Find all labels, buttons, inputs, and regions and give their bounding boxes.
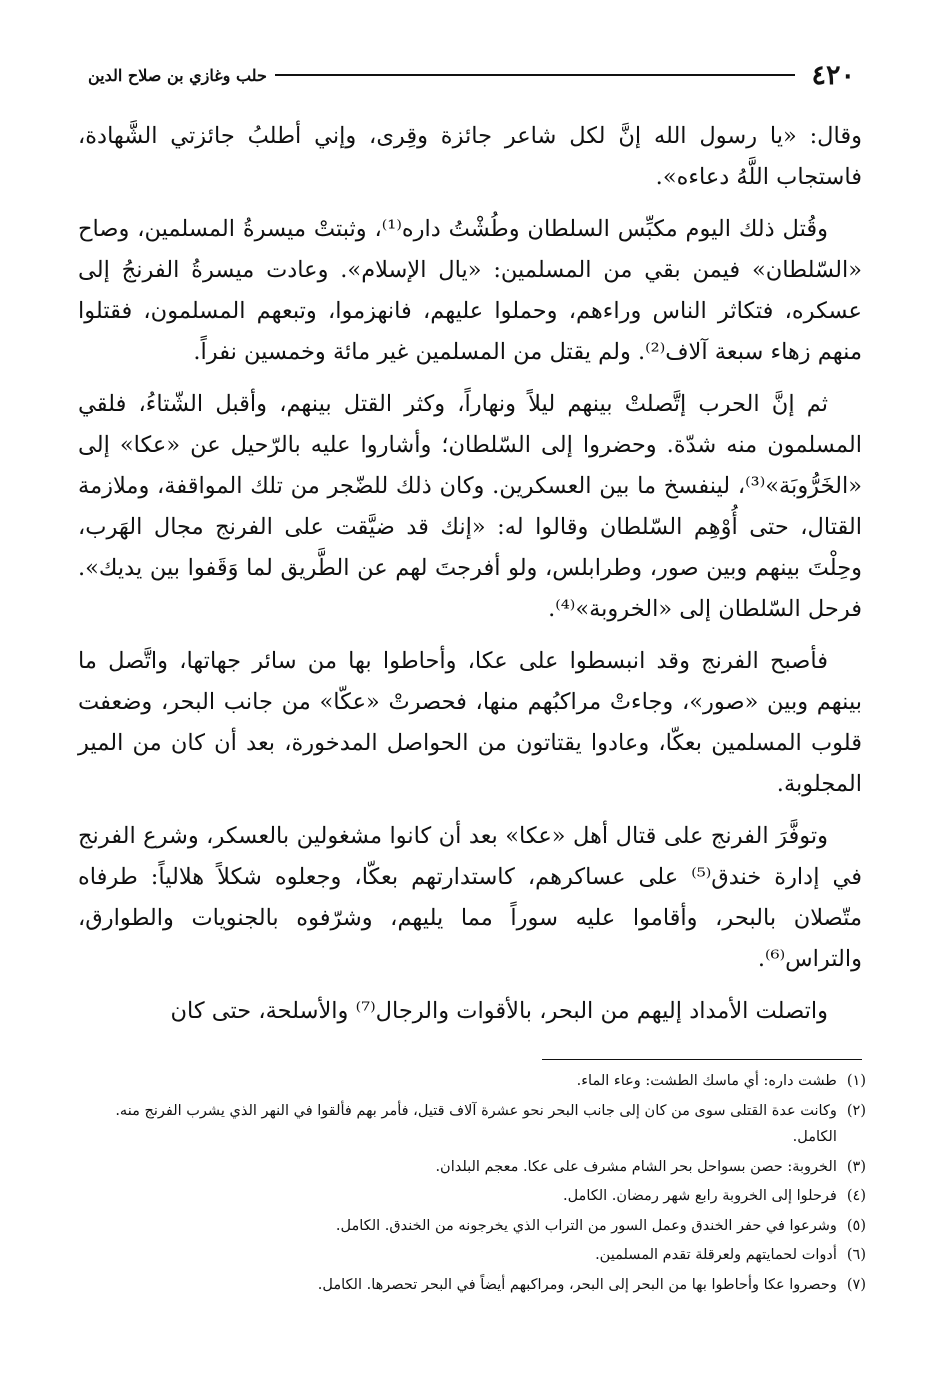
running-title: حلب وغازي بن صلاح الدين <box>88 65 267 85</box>
page-header <box>88 58 855 92</box>
main-text <box>78 116 862 1043</box>
footnote-text: وكانت عدة القتلى سوى من كان إلى جانب البحر نحو عشرة آلاف قتيل، فأمر بهم فألقوا في النهر الذي يشرب الفرنج منه. الكامل. <box>115 1102 837 1145</box>
footnote-text: فرحلوا إلى الخروبة رابع شهر رمضان. الكامل. <box>562 1188 837 1204</box>
paragraph: ثم إنَّ الحرب إتَّصلتْ بينهم ليلاً ونهاراً، وكثر القتل بينهم، وأقبل الشّتاءُ، فلقي المسلمون منه شدّة. وحضروا إلى السّلطان؛ وأشاروا عليه بالرّحيل عن «عكا» إلى «الخَرُّوبَة»⁽³⁾، لينفسخ ما بين العسكرين. وكان ذلك للضّجر من تلك المواقفة، وملازمة القتال، حتى أُوْهِم السّلطان وقالوا له: «إنك قد ضيَّقت على الفرنج مجال الهَرب، وحِلْتَ بينهم وبين صور، وطرابلس، ولو أفرجتَ لهم عن الطَّريق لما وَقَفوا بين يديك». فرحل السّلطان إلى «الخروبة»⁽⁴⁾. <box>78 391 862 622</box>
footnote-number: (٦) <box>846 1247 866 1263</box>
paragraph: وقُتل ذلك اليوم مكبِّس السلطان وطُشْتُ داره⁽¹⁾، وثبتتْ ميسرةُ المسلمين، وصاح «السّلطان» فيمن بقي من المسلمين: «يال الإسلام». وعادت ميسرةُ الفرنجُ إلى عسكره، فتكاثر الناس وراءهم، وحملوا عليهم، فانهزموا، وتبعهم المسلمون، فقتلوا منهم زهاء سبعة آلاف⁽²⁾. ولم يقتل من المسلمين غير مائة وخمسين نفراً. <box>78 216 862 365</box>
footnote-separator <box>542 1059 862 1060</box>
paragraph: فأصبح الفرنج وقد انبسطوا على عكا، وأحاطوا بها من سائر جهاتها، واتَّصل ما بينهم وبين «صور»، وجاءتْ مراكبُهم منها، فحصرتْ «عكّا» من جانب البحر، وضعفت قلوب المسلمين بعكّا، وعادوا يقتاتون من الحواصل المدخورة، بعد أن كان من المير المجلوبة. <box>78 648 862 797</box>
footnote-number: (٥) <box>846 1217 866 1234</box>
footnotes <box>90 1068 866 1301</box>
footnote <box>90 1183 866 1210</box>
footnote <box>90 1098 866 1151</box>
paragraph: واتصلت الأمداد إليهم من البحر، بالأقوات والرجال⁽⁷⁾ والأسلحة، حتى كان <box>170 998 828 1024</box>
footnote-text: وشرعوا في حفر الخندق وعمل السور من التراب الذي يخرجونه من الخندق. الكامل. <box>335 1217 837 1234</box>
footnote-number: (١) <box>846 1073 866 1089</box>
footnote-number: (٢) <box>846 1102 866 1119</box>
page-number: ٤٢٠ <box>811 59 855 91</box>
footnote-number: (٣) <box>846 1158 866 1175</box>
footnote-text: الخروبة: حصن بسواحل بحر الشام مشرف على عكا. معجم البلدان. <box>435 1158 837 1175</box>
footnote-text: أدوات لحمايتهم ولعرقلة تقدم المسلمين. <box>595 1247 837 1263</box>
footnote-number: (٧) <box>846 1276 866 1293</box>
header-rule <box>275 74 796 76</box>
footnote <box>90 1154 866 1181</box>
paragraph: وتوفَّرَ الفرنج على قتال أهل «عكا» بعد أن كانوا مشغولين بالعسكر، وشرع الفرنج في إدارة خندق⁽⁵⁾ على عساكرهم، كاستدارتهم بعكّا، وجعلوه شكلاً هلالياً: طرفاه متّصلان بالبحر، وأقاموا عليه سوراً مما يليهم، وشرّفوه بالجنويات والطوارق، والتراس⁽⁶⁾. <box>78 823 862 972</box>
footnote <box>90 1213 866 1240</box>
footnote <box>90 1242 866 1269</box>
footnote <box>90 1068 866 1095</box>
footnote <box>90 1272 866 1299</box>
footnote-text: وحصروا عكا وأحاطوا بها من البحر إلى البحر، ومراكبهم أيضاً في البحر تحصرها. الكامل. <box>317 1276 837 1293</box>
footnote-number: (٤) <box>846 1188 866 1204</box>
paragraph: وقال: «يا رسول الله إنَّ لكل شاعر جائزة وقِرى، وإني أطلبُ جائزتي الشَّهادة، فاستجاب اللَّهُ دعاءه». <box>78 123 862 190</box>
footnote-text: طشت داره: أي ماسك الطشت: وعاء الماء. <box>576 1073 837 1089</box>
